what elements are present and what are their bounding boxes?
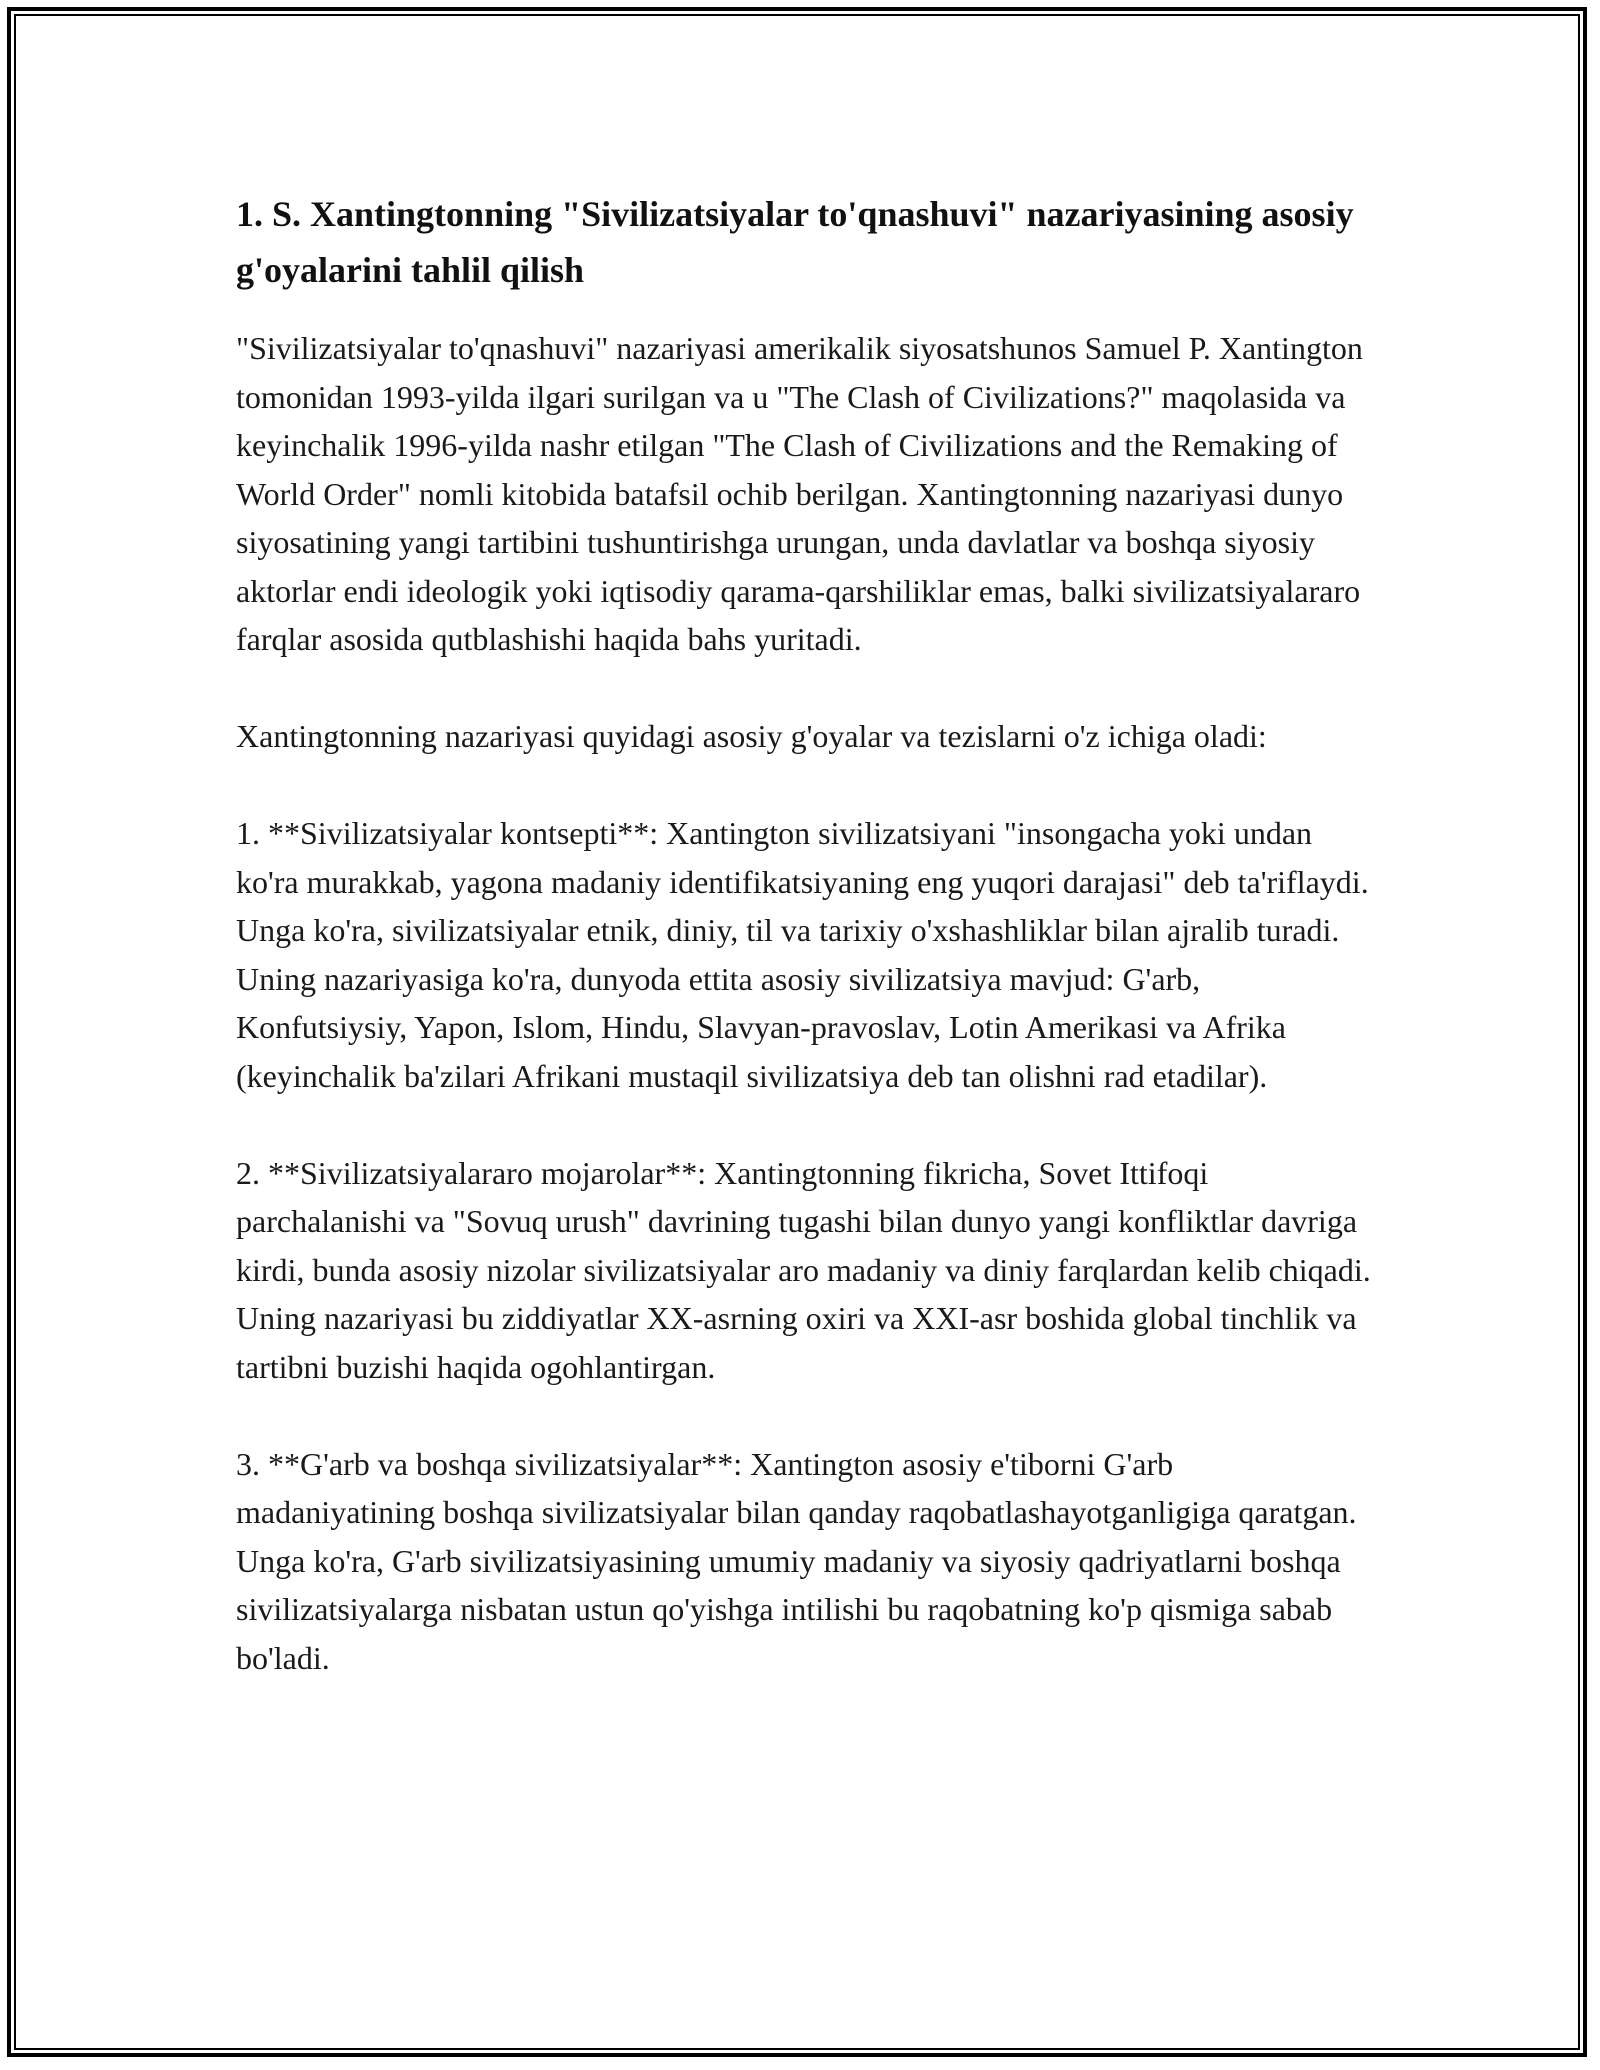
document-body: [236, 186, 1376, 1682]
list-item-west-and-others: 3. **G'arb va boshqa sivilizatsiyalar**: Xantington asosiy e'tiborni G'arb madaniyatining boshqa sivilizatsiyalar bilan qanday raqobatlashayotganligiga qaratgan. Unga ko'ra, G'arb sivilizatsiyasining umumiy madaniy va siyosiy qadriyatlarni boshqa sivilizatsiyalarga nisbatan ustun qo'yishga intilishi bu raqobatning ko'p qismiga sabab bo'ladi.: [236, 1445, 1357, 1676]
paragraph-spacer: [236, 664, 1376, 713]
paragraph-lead-in: Xantingtonning nazariyasi quyidagi asosiy g'oyalar va tezislarni o'z ichiga oladi:: [236, 718, 1267, 754]
list-item-intercivilizational-conflicts: 2. **Sivilizatsiyalararo mojarolar**: Xantingtonning fikricha, Sovet Ittifoqi parchalanishi va "Sovuq urush" davrining tugashi bilan dunyo yangi konfliktlar davriga kirdi, bunda asosiy nizolar sivilizatsiyalar aro madaniy va diniy farqlardan kelib chiqadi. Uning nazariyasi bu ziddiyatlar XX-asrning oxiri va XXI-asr boshida global tinchlik va tartibni buzishi haqida ogohlantirgan.: [236, 1154, 1371, 1385]
paragraph-spacer: [236, 1391, 1376, 1440]
paragraph-intro: "Sivilizatsiyalar to'qnashuvi" nazariyasi amerikalik siyosatshunos Samuel P. Xantington tomonidan 1993-yilda ilgari surilgan va u "The Clash of Civilizations?" maqolasida va keyinchalik 1996-yilda nashr etilgan "The Clash of Civilizations and the Remaking of World Order" nomli kitobida batafsil ochib berilgan. Xantingtonning nazariyasi dunyo siyosatining yangi tartibini tushuntirishga urungan, unda davlatlar va boshqa siyosiy aktorlar endi ideologik yoki iqtisodiy qarama-qarshiliklar emas, balki sivilizatsiyalararo farqlar asosida qutblashishi haqida bahs yuritadi.: [236, 330, 1363, 657]
paragraph-spacer: [236, 761, 1376, 810]
list-item-civilization-concept: 1. **Sivilizatsiyalar kontsepti**: Xantington sivilizatsiyani "insongacha yoki undan ko'ra murakkab, yagona madaniy identifikatsiyaning eng yuqori darajasi" deb ta'riflaydi. Unga ko'ra, sivilizatsiyalar etnik, diniy, til va tarixiy o'xshashliklar bilan ajralib turadi. Uning nazariyasiga ko'ra, dunyoda ettita asosiy sivilizatsiya mavjud: G'arb, Konfutsiysiy, Yapon, Islom, Hindu, Slavyan-pravoslav, Lotin Amerikasi va Afrika (keyinchalik ba'zilari Afrikani mustaqil sivilizatsiya deb tan olishni rad etadilar).: [236, 815, 1369, 1094]
document-title: 1. S. Xantingtonning "Sivilizatsiyalar to'qnashuvi" nazariyasining asosiy g'oyalarini tahlil qilish: [236, 194, 1354, 290]
paragraph-spacer: [236, 1100, 1376, 1149]
